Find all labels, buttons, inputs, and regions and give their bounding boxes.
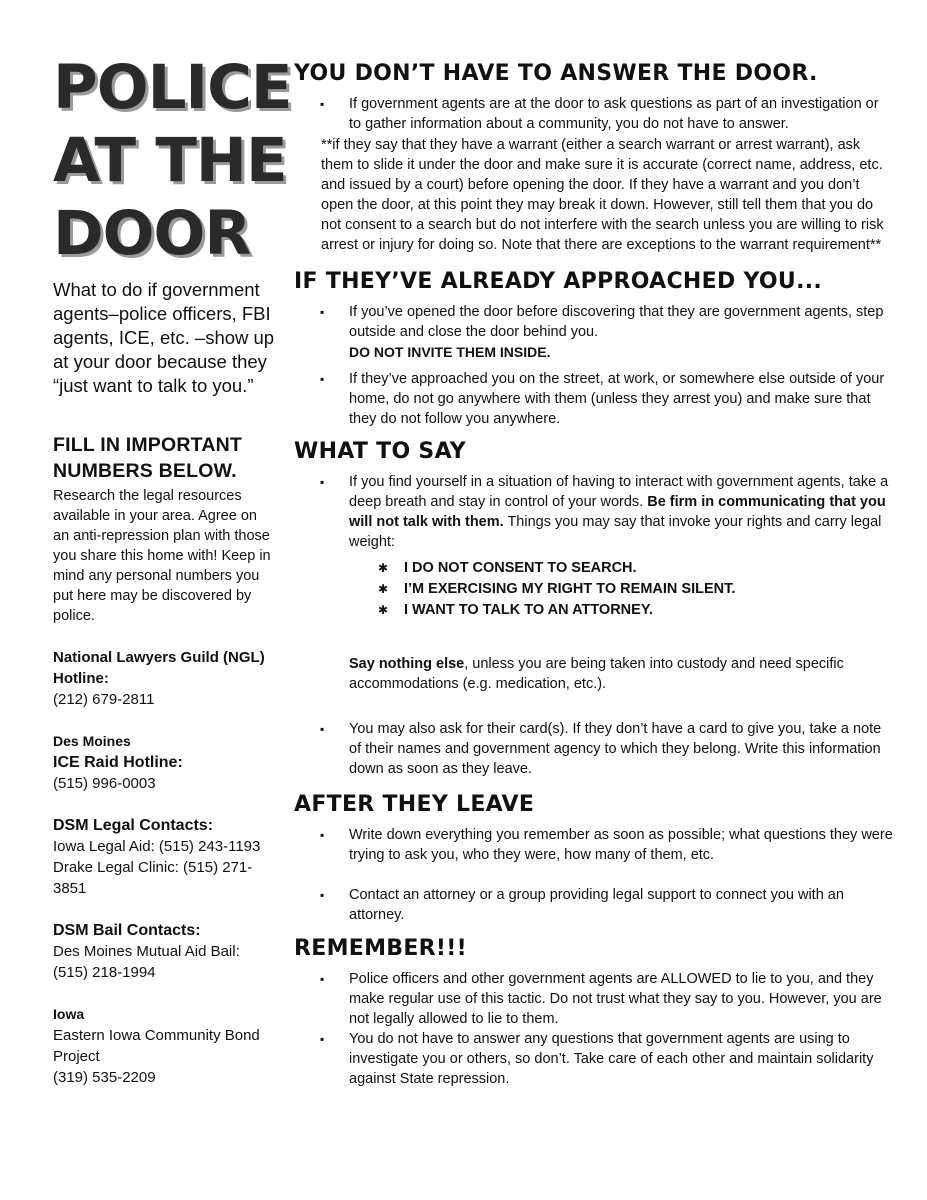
contact-legal-line-1: Iowa Legal Aid: (515) 243-1193 bbox=[53, 838, 261, 855]
contact-iowa-heading: Iowa bbox=[53, 1006, 85, 1022]
section-say-list bbox=[294, 472, 894, 552]
page-title-line-3: DOOR bbox=[53, 198, 251, 269]
contact-legal-heading: DSM Legal Contacts: bbox=[53, 817, 214, 834]
sidebar bbox=[53, 52, 292, 1088]
say-nothing-else bbox=[294, 654, 894, 694]
research-text: Research the legal resources available in your area. Agree on an anti-repression plan with those you share this home with! Keep in mind any personal numbers you put here may be discovered by police. bbox=[53, 488, 271, 624]
section-after bbox=[294, 791, 894, 925]
section-say-list-2 bbox=[294, 719, 894, 779]
main-content bbox=[294, 60, 894, 1089]
list-item-text: Things you may say that invoke your rights and carry legal weight: bbox=[349, 514, 882, 550]
section-remember-list bbox=[294, 969, 894, 1089]
contact-legal-line-2: Drake Legal Clinic: (515) 271-3851 bbox=[53, 859, 253, 897]
list-item: ▪ Police officers and other government agents are ALLOWED to lie to you, and they make regular use of this tactic. Do not trust what they say to you. However, you are not legally allowed to lie to them. bbox=[294, 969, 894, 1029]
section-approached bbox=[294, 268, 894, 429]
list-item: ▪ If they’ve approached you on the street, at work, or somewhere else outside of your home, do not go anywhere with them (unless they arrest you) and make sure that they do not follow you anywhere. bbox=[294, 369, 894, 429]
section-after-list bbox=[294, 825, 894, 925]
phrases-list bbox=[294, 558, 894, 621]
list-item: ▪ You do not have to answer any questions that government agents are using to investigate you or others, so don’t. Take care of each other and maintain solidarity against State repression. bbox=[294, 1029, 894, 1089]
section-remember bbox=[294, 935, 894, 1089]
contact-ice bbox=[53, 731, 275, 794]
contact-nlg-number: (212) 679-2811 bbox=[53, 691, 155, 708]
list-item: ▪ Write down everything you remember as soon as possible; what questions they were trying to ask you, who they were, how many of them, etc. bbox=[294, 825, 894, 865]
section-after-heading: AFTER THEY LEAVE bbox=[294, 792, 535, 817]
contact-iowa-line-1: Eastern Iowa Community Bond Project bbox=[53, 1027, 260, 1065]
section-door-heading: YOU DON’T HAVE TO ANSWER THE DOOR. bbox=[294, 61, 818, 86]
contact-legal bbox=[53, 815, 275, 899]
section-approached-heading: IF THEY’VE ALREADY APPROACHED YOU... bbox=[294, 269, 823, 294]
say-nothing-bold: Say nothing else bbox=[349, 656, 465, 672]
phrase-item: ✱ I’M EXERCISING MY RIGHT TO REMAIN SILENT. bbox=[294, 579, 894, 600]
section-remember-heading: REMEMBER!!! bbox=[294, 936, 467, 961]
phrase-item: ✱ I DO NOT CONSENT TO SEARCH. bbox=[294, 558, 894, 579]
contact-nlg bbox=[53, 647, 275, 710]
contact-bail-line-1: Des Moines Mutual Aid Bail: bbox=[53, 943, 240, 960]
list-item-text: If you’ve opened the door before discovering that they are government agents, step outside and close the door behind you. bbox=[349, 304, 884, 340]
list-item: ▪ If government agents are at the door to ask questions as part of an investigation or to gather information about a community, you do not have to answer. bbox=[294, 94, 894, 134]
page-title-line-2: AT THE bbox=[53, 125, 287, 196]
contact-iowa bbox=[53, 1004, 275, 1088]
contact-iowa-line-2: (319) 535-2209 bbox=[53, 1069, 156, 1086]
fill-in-heading: FILL IN IMPORTANT NUMBERS BELOW. bbox=[53, 434, 242, 482]
contact-bail-line-2: (515) 218-1994 bbox=[53, 964, 156, 981]
contact-bail bbox=[53, 920, 275, 983]
phrase-item: ✱ I WANT TO TALK TO AN ATTORNEY. bbox=[294, 600, 894, 621]
contact-ice-number: (515) 996-0003 bbox=[53, 775, 156, 792]
intro-text: What to do if government agents–police officers, FBI agents, ICE, etc. –show up at your door because they “just want to talk to you.” bbox=[53, 279, 275, 396]
list-item: ▪ Contact an attorney or a group providing legal support to connect you with an attorney. bbox=[294, 885, 894, 925]
contact-ice-heading-2: ICE Raid Hotline: bbox=[53, 754, 183, 771]
contact-ice-heading-1: Des Moines bbox=[53, 733, 131, 749]
contact-bail-heading: DSM Bail Contacts: bbox=[53, 922, 201, 939]
list-item bbox=[294, 472, 894, 552]
section-door-list bbox=[294, 94, 894, 134]
warrant-note: **if they say that they have a warrant (either a search warrant or arrest warrant), ask them to slide it under the door and make sure it is accurate (correct name, address, etc. and issued by a court) before opening the door. If they have a warrant and you don’t open the door, at this point they may break it down. However, still tell them that you do not consent to a search but do not interfere with the search unless you are willing to risk arrest or injury for doing so. Note that there are exceptions to the warrant requirement** bbox=[321, 137, 884, 253]
contact-nlg-heading: National Lawyers Guild (NGL) Hotline: bbox=[53, 649, 265, 687]
section-approached-list bbox=[294, 302, 894, 429]
section-say-heading: WHAT TO SAY bbox=[294, 439, 467, 464]
section-door bbox=[294, 60, 894, 255]
say-nothing-rest: , unless you are being taken into custody and need specific accommodations (e.g. medication, etc.). bbox=[349, 656, 844, 692]
list-item-text: If you find yourself in a situation of having to interact with government agents, take a deep breath and stay in control of your words. bbox=[349, 474, 889, 510]
list-item: ▪ You may also ask for their card(s). If they don’t have a card to give you, take a note of their names and government agency to which they belong. Write this information down as soon as they leave. bbox=[294, 719, 894, 779]
page-title-line-1: POLICE bbox=[53, 52, 292, 123]
firm-text: Be firm in communicating that you will not talk with them. bbox=[349, 494, 886, 530]
section-say bbox=[294, 438, 894, 779]
do-not-invite-text: DO NOT INVITE THEM INSIDE. bbox=[349, 344, 551, 360]
list-item bbox=[294, 302, 894, 363]
